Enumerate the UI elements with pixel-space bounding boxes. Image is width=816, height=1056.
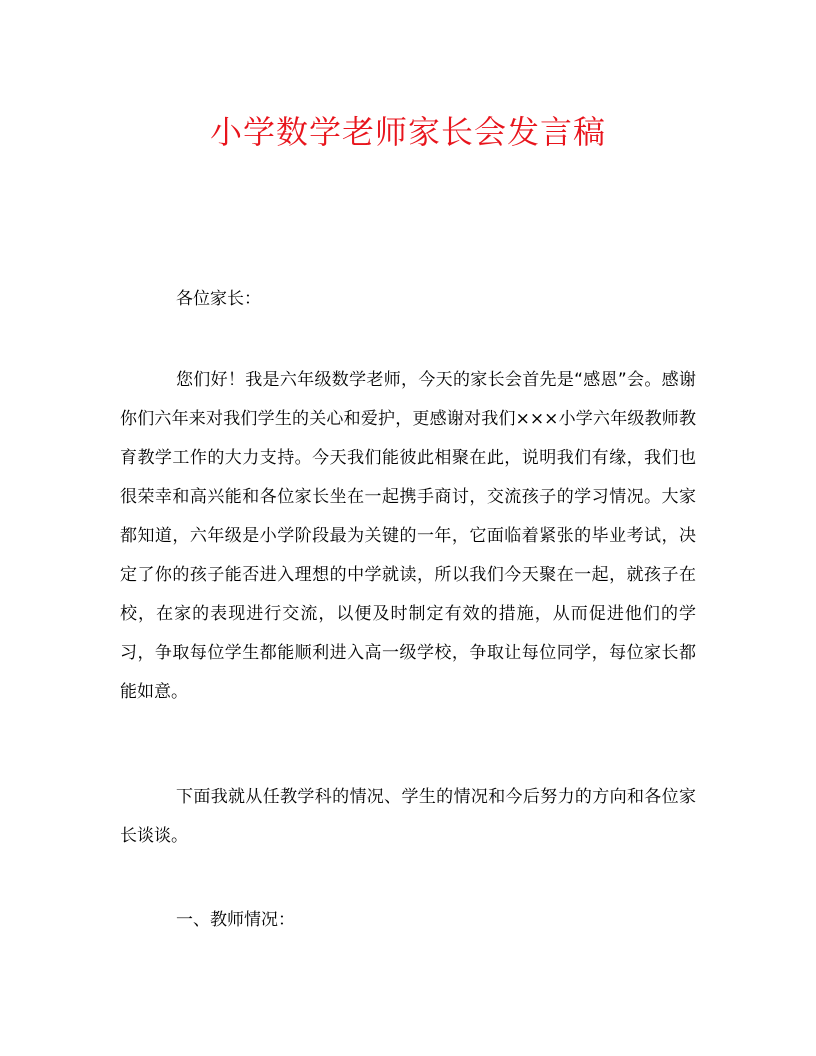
paragraph-intro: 您们好！我是六年级数学老师，今天的家长会首先是“感恩”会。感谢你们六年来对我们学生的关心和爱护，更感谢对我们×××小学六年级教师教育教学工作的大力支持。今天我们能彼此相聚在此，说明我们有缘，我们也很荣幸和高兴能和各位家长坐在一起携手商讨，交流孩子的学习情况。大家都知道，六年级是小学阶段最为关键的一年，它面临着紧张的毕业考试，决定了你的孩子能否进入理想的中学就读，所以我们今天聚在一起，就孩子在校，在家的表现进行交流，以便及时制定有效的措施，从而促进他们的学习，争取每位学生都能顺利进入高一级学校，争取让每位同学，每位家长都能如意。 (120, 370, 696, 702)
document-title: 小学数学老师家长会发言稿 (209, 113, 606, 151)
salutation: 各位家长： (176, 289, 261, 309)
paragraph-outline: 下面我就从任教学科的情况、学生的情况和今后努力的方向和各位家长谈谈。 (120, 787, 696, 846)
section-heading-teacher: 一、教师情况： (176, 910, 295, 930)
